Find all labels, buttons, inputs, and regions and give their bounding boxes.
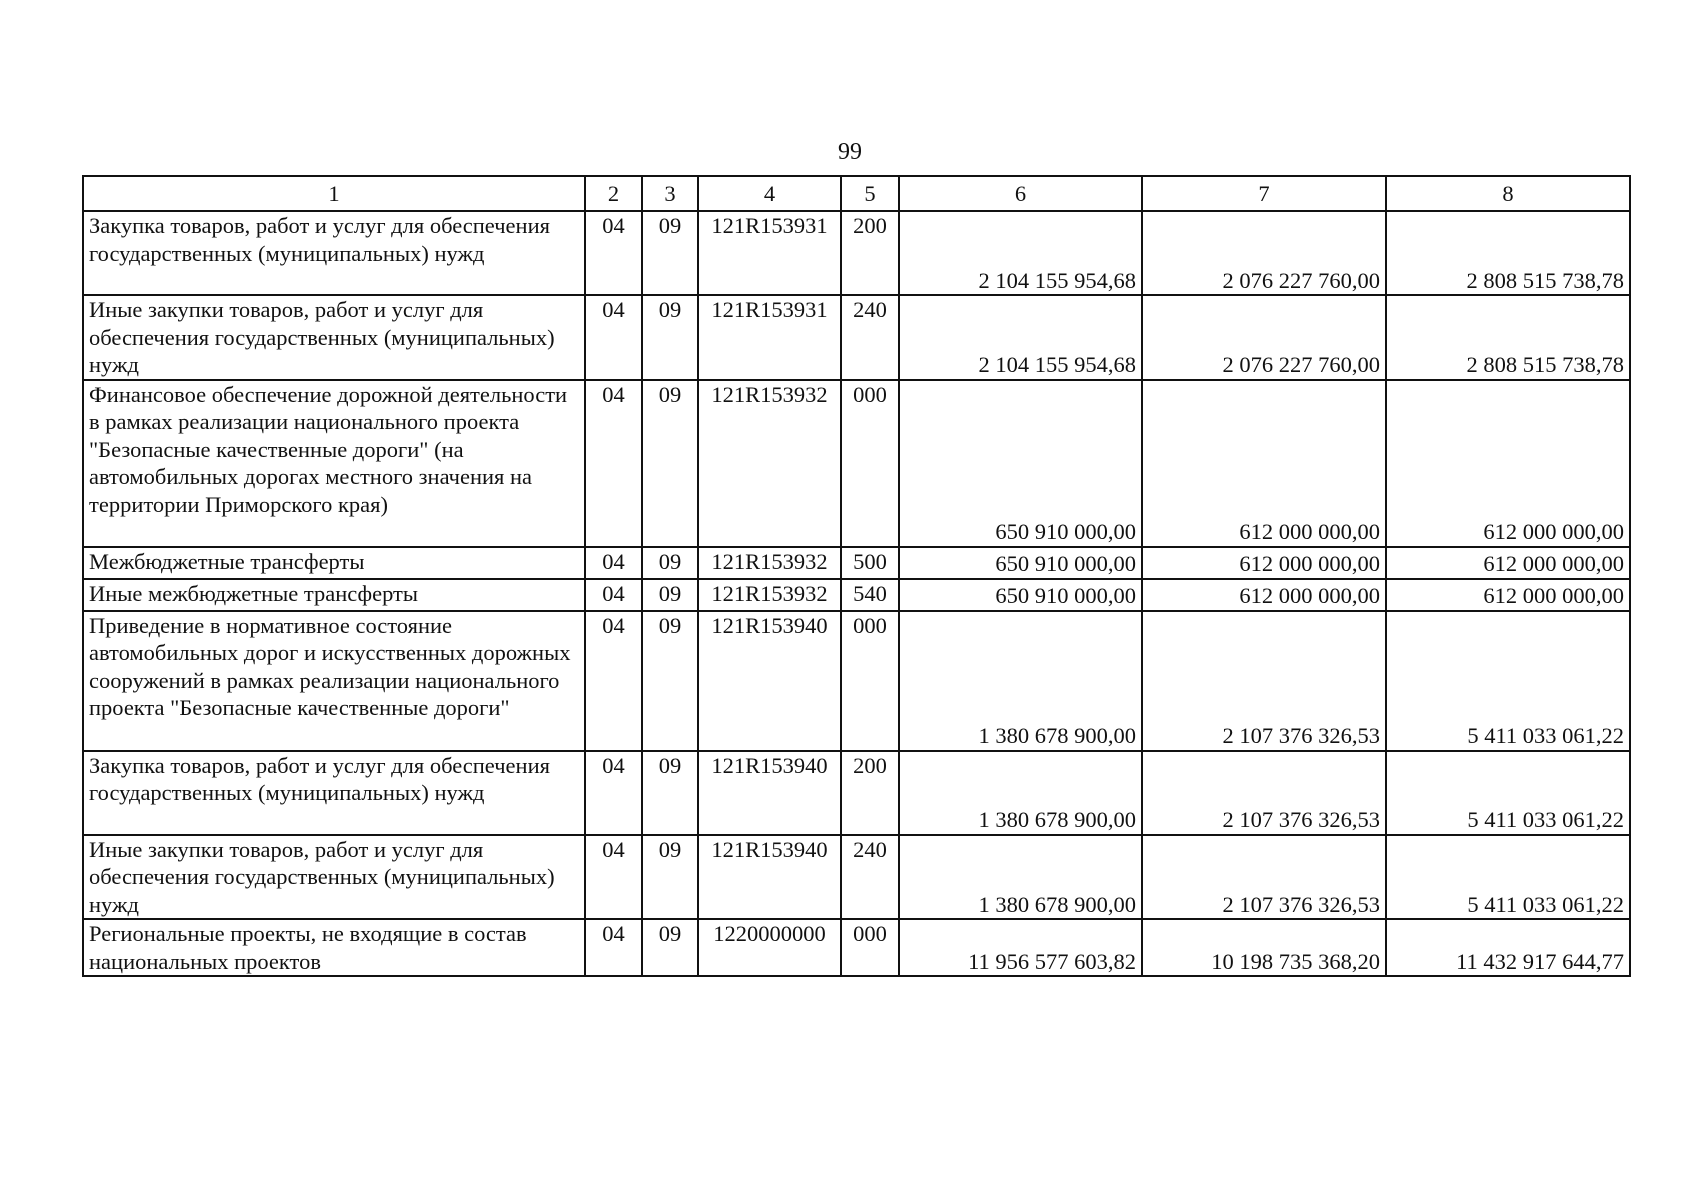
amount-col6-cell: 2 104 155 954,68 bbox=[899, 211, 1142, 295]
target-article-cell: 121R153940 bbox=[698, 751, 841, 835]
target-article-cell: 121R153931 bbox=[698, 211, 841, 295]
header-cell-3: 3 bbox=[642, 176, 698, 211]
expense-type-cell: 500 bbox=[841, 547, 899, 579]
target-article-cell: 121R153940 bbox=[698, 835, 841, 920]
amount-col7-cell: 612 000 000,00 bbox=[1142, 547, 1386, 579]
target-article-cell: 121R153932 bbox=[698, 380, 841, 547]
table-row bbox=[83, 547, 1630, 579]
subsection-code-cell: 09 bbox=[642, 611, 698, 751]
expense-type-cell: 000 bbox=[841, 380, 899, 547]
section-code-cell: 04 bbox=[585, 919, 642, 976]
subsection-code-cell: 09 bbox=[642, 547, 698, 579]
target-article-cell: 121R153932 bbox=[698, 579, 841, 611]
table-row bbox=[83, 380, 1630, 547]
table-row bbox=[83, 611, 1630, 751]
header-cell-1: 1 bbox=[83, 176, 585, 211]
expense-type-cell: 000 bbox=[841, 919, 899, 976]
table-header-row bbox=[83, 176, 1630, 211]
amount-col6-cell: 2 104 155 954,68 bbox=[899, 295, 1142, 380]
amount-col7-cell: 2 076 227 760,00 bbox=[1142, 295, 1386, 380]
header-cell-5: 5 bbox=[841, 176, 899, 211]
page-number: 99 bbox=[838, 139, 862, 165]
row-name-cell: Межбюджетные трансферты bbox=[83, 547, 585, 579]
expense-type-cell: 200 bbox=[841, 211, 899, 295]
amount-col8-cell: 612 000 000,00 bbox=[1386, 547, 1630, 579]
expense-type-cell: 000 bbox=[841, 611, 899, 751]
amount-col7-cell: 2 076 227 760,00 bbox=[1142, 211, 1386, 295]
table-row bbox=[83, 579, 1630, 611]
amount-col7-cell: 2 107 376 326,53 bbox=[1142, 835, 1386, 920]
amount-col6-cell: 650 910 000,00 bbox=[899, 547, 1142, 579]
section-code-cell: 04 bbox=[585, 547, 642, 579]
amount-col8-cell: 5 411 033 061,22 bbox=[1386, 611, 1630, 751]
row-name-cell: Иные закупки товаров, работ и услуг для обеспечения государственных (муниципальных) нужд bbox=[83, 835, 585, 920]
row-name-cell: Закупка товаров, работ и услуг для обеспечения государственных (муниципальных) нужд bbox=[83, 211, 585, 295]
amount-col7-cell: 2 107 376 326,53 bbox=[1142, 751, 1386, 835]
target-article-cell: 121R153932 bbox=[698, 547, 841, 579]
subsection-code-cell: 09 bbox=[642, 835, 698, 920]
row-name-cell: Закупка товаров, работ и услуг для обеспечения государственных (муниципальных) нужд bbox=[83, 751, 585, 835]
amount-col6-cell: 1 380 678 900,00 bbox=[899, 751, 1142, 835]
table-row bbox=[83, 295, 1630, 380]
table-row bbox=[83, 919, 1630, 976]
amount-col6-cell: 11 956 577 603,82 bbox=[899, 919, 1142, 976]
row-name-cell: Приведение в нормативное состояние автомобильных дорог и искусственных дорожных сооружений в рамках реализации национального проекта "Безопасные качественные дороги" bbox=[83, 611, 585, 751]
section-code-cell: 04 bbox=[585, 751, 642, 835]
row-name-cell: Финансовое обеспечение дорожной деятельности в рамках реализации национального проекта "Безопасные качественные дороги" (на автомобильных дорогах местного значения на территории Приморского края) bbox=[83, 380, 585, 547]
row-name-cell: Региональные проекты, не входящие в состав национальных проектов bbox=[83, 919, 585, 976]
amount-col8-cell: 2 808 515 738,78 bbox=[1386, 295, 1630, 380]
header-cell-8: 8 bbox=[1386, 176, 1630, 211]
expense-type-cell: 540 bbox=[841, 579, 899, 611]
subsection-code-cell: 09 bbox=[642, 211, 698, 295]
subsection-code-cell: 09 bbox=[642, 751, 698, 835]
amount-col8-cell: 612 000 000,00 bbox=[1386, 579, 1630, 611]
subsection-code-cell: 09 bbox=[642, 380, 698, 547]
amount-col6-cell: 650 910 000,00 bbox=[899, 380, 1142, 547]
expense-type-cell: 240 bbox=[841, 295, 899, 380]
amount-col8-cell: 5 411 033 061,22 bbox=[1386, 751, 1630, 835]
subsection-code-cell: 09 bbox=[642, 579, 698, 611]
header-cell-4: 4 bbox=[698, 176, 841, 211]
table-row bbox=[83, 751, 1630, 835]
section-code-cell: 04 bbox=[585, 380, 642, 547]
amount-col8-cell: 11 432 917 644,77 bbox=[1386, 919, 1630, 976]
target-article-cell: 121R153931 bbox=[698, 295, 841, 380]
target-article-cell: 1220000000 bbox=[698, 919, 841, 976]
target-article-cell: 121R153940 bbox=[698, 611, 841, 751]
header-cell-7: 7 bbox=[1142, 176, 1386, 211]
row-name-cell: Иные закупки товаров, работ и услуг для обеспечения государственных (муниципальных) нужд bbox=[83, 295, 585, 380]
header-cell-6: 6 bbox=[899, 176, 1142, 211]
amount-col8-cell: 5 411 033 061,22 bbox=[1386, 835, 1630, 920]
section-code-cell: 04 bbox=[585, 579, 642, 611]
subsection-code-cell: 09 bbox=[642, 919, 698, 976]
header-cell-2: 2 bbox=[585, 176, 642, 211]
amount-col7-cell: 612 000 000,00 bbox=[1142, 579, 1386, 611]
section-code-cell: 04 bbox=[585, 611, 642, 751]
section-code-cell: 04 bbox=[585, 211, 642, 295]
amount-col7-cell: 10 198 735 368,20 bbox=[1142, 919, 1386, 976]
amount-col6-cell: 650 910 000,00 bbox=[899, 579, 1142, 611]
section-code-cell: 04 bbox=[585, 295, 642, 380]
amount-col7-cell: 612 000 000,00 bbox=[1142, 380, 1386, 547]
expense-type-cell: 200 bbox=[841, 751, 899, 835]
subsection-code-cell: 09 bbox=[642, 295, 698, 380]
section-code-cell: 04 bbox=[585, 835, 642, 920]
expense-type-cell: 240 bbox=[841, 835, 899, 920]
row-name-cell: Иные межбюджетные трансферты bbox=[83, 579, 585, 611]
table-row bbox=[83, 835, 1630, 920]
budget-table bbox=[82, 175, 1631, 977]
amount-col6-cell: 1 380 678 900,00 bbox=[899, 611, 1142, 751]
amount-col8-cell: 612 000 000,00 bbox=[1386, 380, 1630, 547]
amount-col6-cell: 1 380 678 900,00 bbox=[899, 835, 1142, 920]
table-row bbox=[83, 211, 1630, 295]
amount-col8-cell: 2 808 515 738,78 bbox=[1386, 211, 1630, 295]
amount-col7-cell: 2 107 376 326,53 bbox=[1142, 611, 1386, 751]
